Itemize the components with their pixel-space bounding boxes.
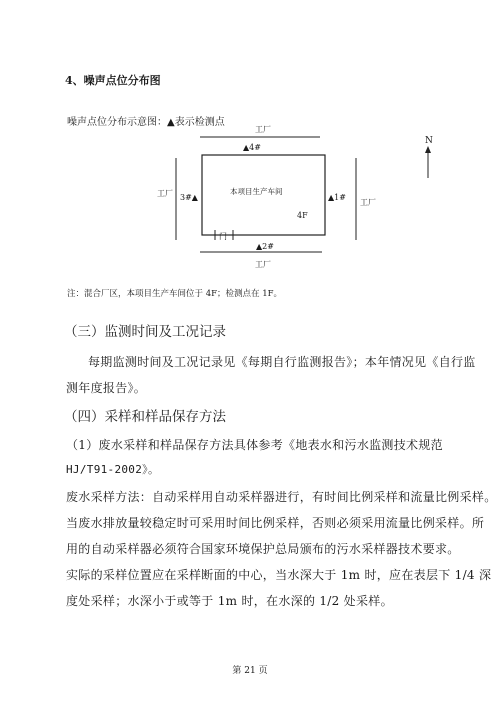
page-number: 第 21 页 <box>232 666 268 676</box>
item-1-line-2: HJ/T91-2002》。 <box>66 463 160 476</box>
sampling-position-line-2: 度处采样；水深小于或等于 1m 时，在水深的 1/2 处采样。 <box>66 594 393 608</box>
monitoring-point-1: ▲1# <box>328 193 346 202</box>
north-arrow-head-icon <box>425 146 431 153</box>
sampling-method-line-3: 用的自动采样器必须符合国家环境保护总局颁布的污水采样器技术要求。 <box>66 542 460 556</box>
section-3-paragraph-line-2: 测年度报告》。 <box>66 381 147 395</box>
diagram-caption: 噪声点位分布示意图：▲表示检测点 <box>67 117 225 128</box>
factory-label-right: 工厂 <box>360 198 376 207</box>
section-4-heading: 4、噪声点位分布图 <box>65 74 161 87</box>
north-label: N <box>425 136 433 146</box>
monitoring-point-2: ▲2# <box>256 242 274 251</box>
factory-label-bottom: 工厂 <box>255 260 271 269</box>
section-3-paragraph-line-1: 每期监测时间及工况记录见《每期自行监测报告》；本年情况见《自行监 <box>88 355 476 369</box>
factory-label-top: 工厂 <box>255 125 271 134</box>
monitoring-point-3: 3#▲ <box>180 193 198 202</box>
noise-point-diagram <box>0 0 500 300</box>
item-1-line-1: （1）废水采样和样品保存方法具体参考《地表水和污水监测技术规范 <box>66 438 443 452</box>
floor-label: 4F <box>297 211 308 220</box>
section-3-title: （三）监测时间及工况记录 <box>64 324 226 340</box>
factory-label-left: 工厂 <box>157 189 173 198</box>
sampling-position-line-1: 实际的采样位置应在采样断面的中心，当水深大于 1m 时，应在表层下 1/4 深 <box>66 568 492 582</box>
sampling-method-line-2: 当废水排放量较稳定时可采用时间比例采样，否则必须采用流量比例采样。所 <box>66 516 485 530</box>
monitoring-point-4: ▲4# <box>243 143 261 152</box>
workshop-label: 本项目生产车间 <box>230 187 283 196</box>
diagram-note: 注：混合厂区，本项目生产车间位于 4F；检测点在 1F。 <box>67 289 283 299</box>
door-label: 门 <box>219 232 227 241</box>
section-4-title: （四）采样和样品保存方法 <box>64 409 226 425</box>
sampling-method-line-1: 废水采样方法：自动采样用自动采样器进行，有时间比例采样和流量比例采样。 <box>66 490 497 504</box>
